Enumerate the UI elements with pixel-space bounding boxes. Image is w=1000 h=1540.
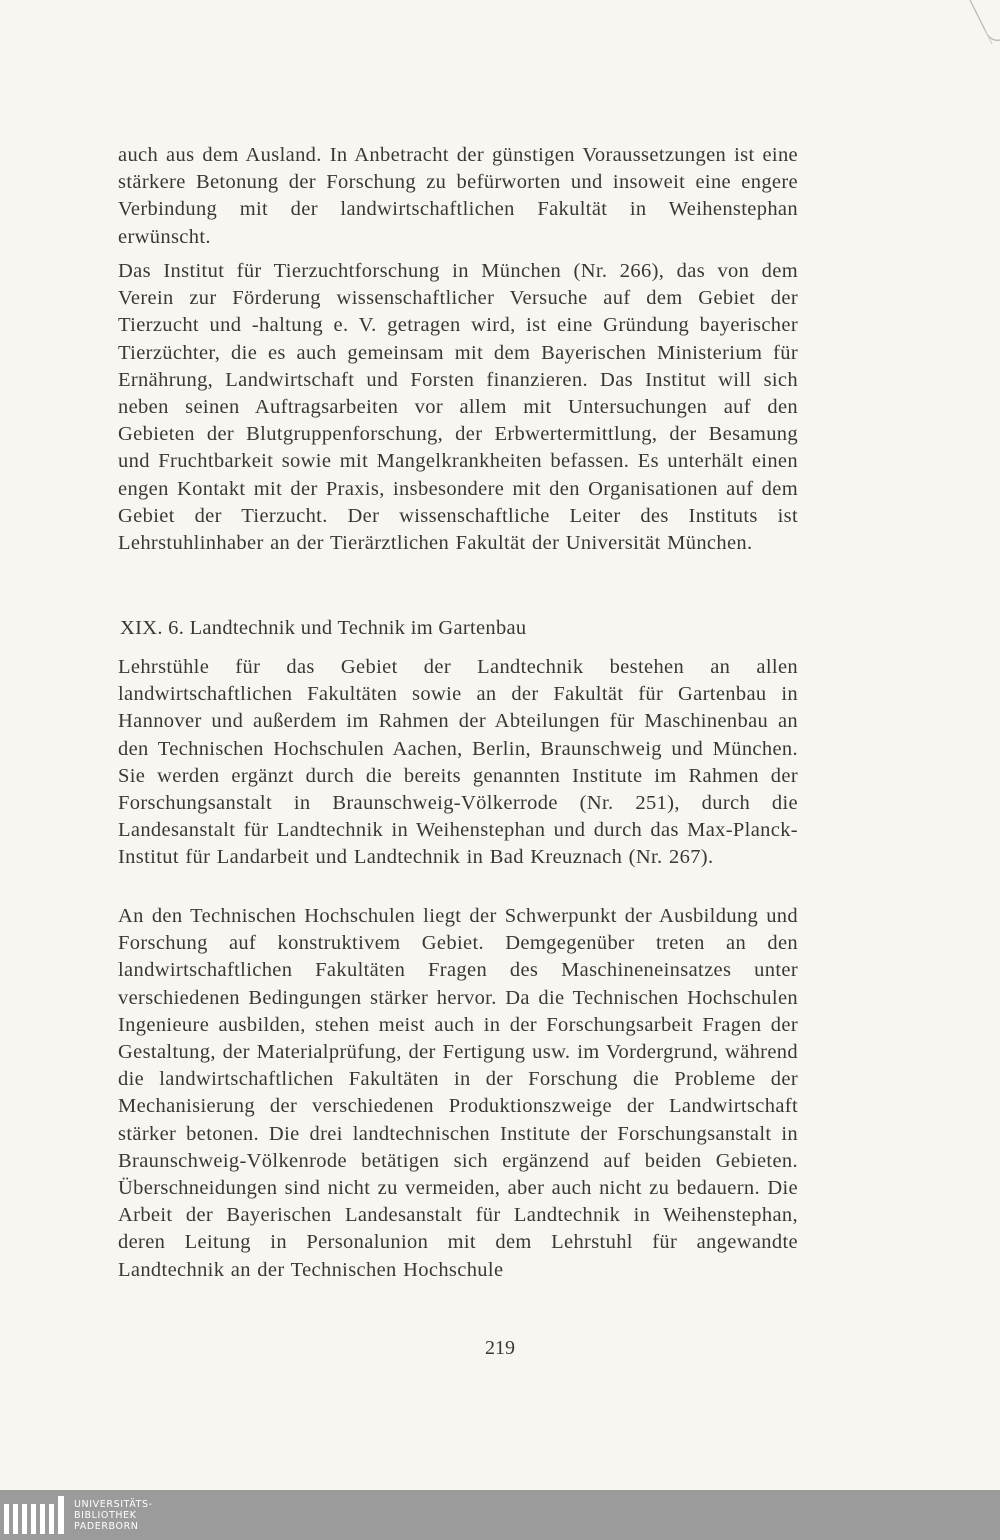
library-logo-text: [74, 1499, 153, 1532]
page-number: 219: [485, 1337, 515, 1359]
page-corner-fold-icon: [940, 0, 1000, 60]
library-logo-bars-icon: [4, 1496, 64, 1534]
library-logo: [0, 1490, 153, 1540]
paragraph-lehrstuehle: Lehrstühle für das Gebiet der Landtechnik bestehen an allen landwirtschaftlichen Fakultäten sowie an der Fakultät für Gartenbau in Hannover und außerdem im Rahmen der Abteilungen für Maschinenbau an den Technischen Hochschulen Aachen, Berlin, Braunschweig und München. Sie werden ergänzt durch die bereits genannten Institute im Rahmen der Forschungsanstalt in Braunschweig-Völkerrode (Nr. 251), durch die Landesanstalt für Landtechnik in Weihenstephan und durch das Max-Planck-Institut für Landarbeit und Landtechnik in Bad Kreuznach (Nr. 267).: [118, 656, 798, 869]
paragraph-tierzuchtforschung: Das Institut für Tierzuchtforschung in München (Nr. 266), das von dem Verein zur Förderung wissenschaftlicher Versuche auf dem Gebiet der Tierzucht und -haltung e. V. getragen wird, ist eine Gründung bayerischer Tierzüchter, die es auch gemeinsam mit dem Bayerischen Ministerium für Ernährung, Landwirtschaft und Forsten finanzieren. Das Institut will sich neben seinen Auftragsarbeiten vor allem mit Untersuchungen auf den Gebieten der Blutgruppenforschung, der Erbwertermittlung, der Besamung und Fruchtbarkeit sowie mit Mangelkrankheiten befassen. Es unterhält einen engen Kontakt mit der Praxis, insbesondere mit den Organisationen auf dem Gebiet der Tierzucht. Der wissenschaftliche Leiter des Instituts ist Lehrstuhlinhaber an der Tierärztlichen Fakultät der Universität München.: [118, 260, 798, 555]
logo-line-2: BIBLIOTHEK: [74, 1509, 137, 1521]
paragraph-technische-hochschulen: An den Technischen Hochschulen liegt der Schwerpunkt der Ausbildung und Forschung auf konstruktivem Gebiet. Demgegenüber treten an den landwirtschaftlichen Fakultäten Fragen des Maschineneinsatzes unter verschiedenen Bedingungen stärker hervor. Da die Technischen Hochschulen Ingenieure ausbilden, stehen meist auch in der Forschungsarbeit Fragen der Gestaltung, der Materialprüfung, der Fertigung usw. im Vordergrund, während die landwirtschaftlichen Fakultäten in der Forschung die Probleme der Mechanisierung der verschiedenen Produktionszweige der Landwirtschaft stärker betonen. Die drei landtechnischen Institute der Forschungsanstalt in Braunschweig-Völkenrode betätigen sich ergänzend auf beiden Gebieten. Überschneidungen sind nicht zu vermeiden, aber auch nicht zu bedauern. Die Arbeit der Bayerischen Landesanstalt für Landtechnik in Weihenstephan, deren Leitung in Personalunion mit dem Lehrstuhl für angewandte Landtechnik an der Technischen Hochschule: [118, 905, 798, 1281]
paragraph-ausland: auch aus dem Ausland. In Anbetracht der günstigen Voraussetzungen ist eine stärkere Betonung der Forschung zu befürworten und insoweit eine engere Verbindung mit der landwirtschaftlichen Fakultät in Weihenstephan erwünscht.: [118, 144, 798, 248]
logo-line-1: UNIVERSITÄTS-: [74, 1498, 153, 1510]
section-heading: XIX. 6. Landtechnik und Technik im Gartenbau: [120, 617, 527, 639]
logo-line-3: PADERBORN: [74, 1520, 139, 1532]
